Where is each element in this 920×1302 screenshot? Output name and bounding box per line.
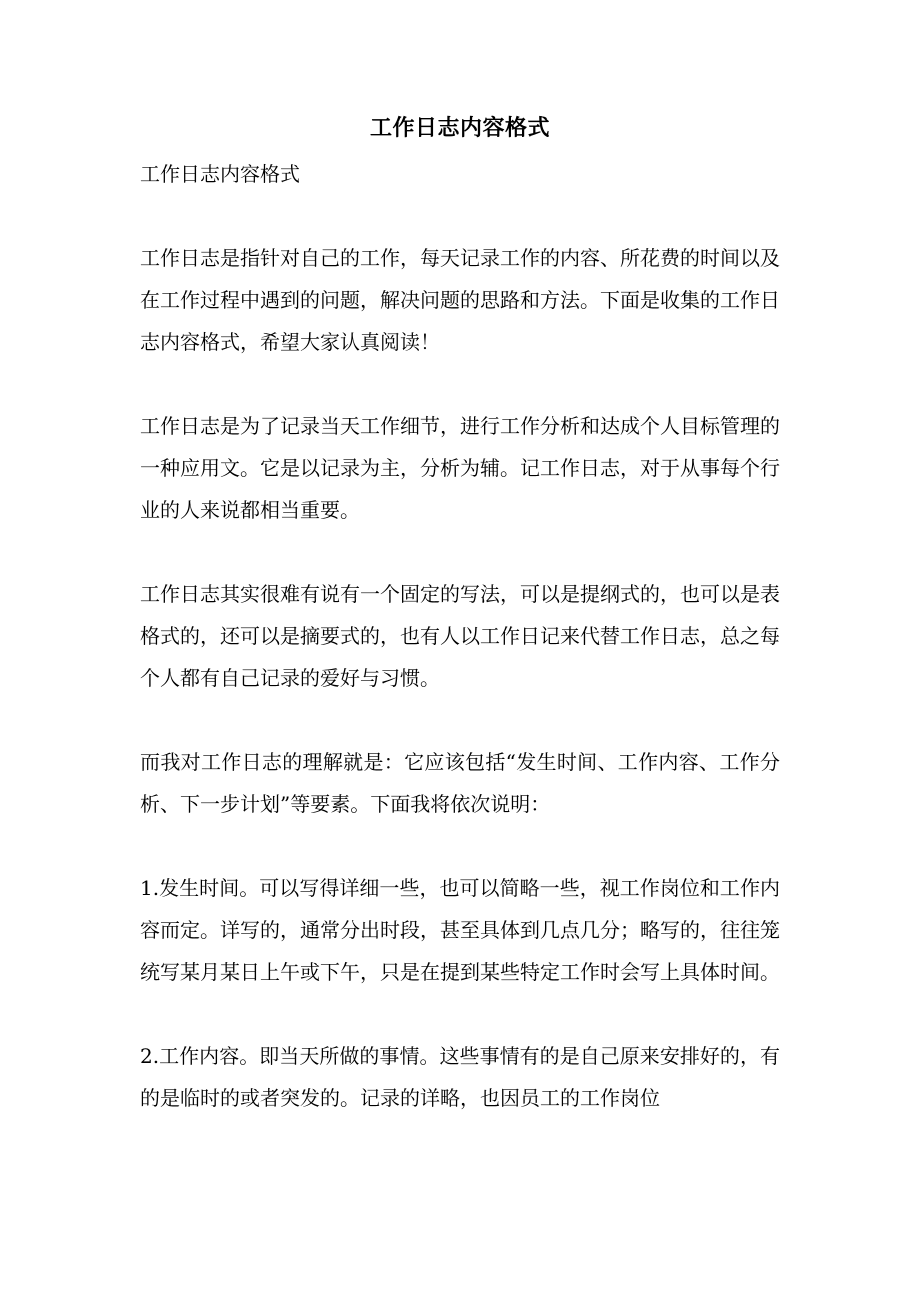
paragraph-definition: 工作日志是为了记录当天工作细节，进行工作分析和达成个人目标管理的一种应用文。它是以记录为主，分析为辅。记工作日志，对于从事每个行业的人来说都相当重要。: [140, 414, 780, 522]
document-subtitle: 工作日志内容格式: [140, 162, 300, 186]
paragraph-item-content: 2.工作内容。即当天所做的事情。这些事情有的是自己原来安排好的，有的是临时的或者突发的。记录的详略，也因员工的工作岗位: [140, 1044, 780, 1110]
paragraph-intro: 工作日志是指针对自己的工作，每天记录工作的内容、所花费的时间以及在工作过程中遇到的问题，解决问题的思路和方法。下面是收集的工作日志内容格式，希望大家认真阅读！: [140, 246, 780, 354]
paragraph-elements: 而我对工作日志的理解就是：它应该包括“发生时间、工作内容、工作分析、下一步计划”等要素。下面我将依次说明：: [140, 750, 780, 816]
paragraph-formats: 工作日志其实很难有说有一个固定的写法，可以是提纲式的，也可以是表格式的，还可以是摘要式的，也有人以工作日记来代替工作日志，总之每个人都有自己记录的爱好与习惯。: [140, 582, 780, 690]
document-title: 工作日志内容格式: [369, 115, 550, 141]
document-body: [140, 153, 780, 1161]
paragraph-item-time: 1.发生时间。可以写得详细一些，也可以简略一些，视工作岗位和工作内容而定。详写的，通常分出时段，甚至具体到几点几分；略写的，往往笼统写某月某日上午或下午，只是在提到某些特定工作时会写上具体时间。: [140, 876, 780, 984]
